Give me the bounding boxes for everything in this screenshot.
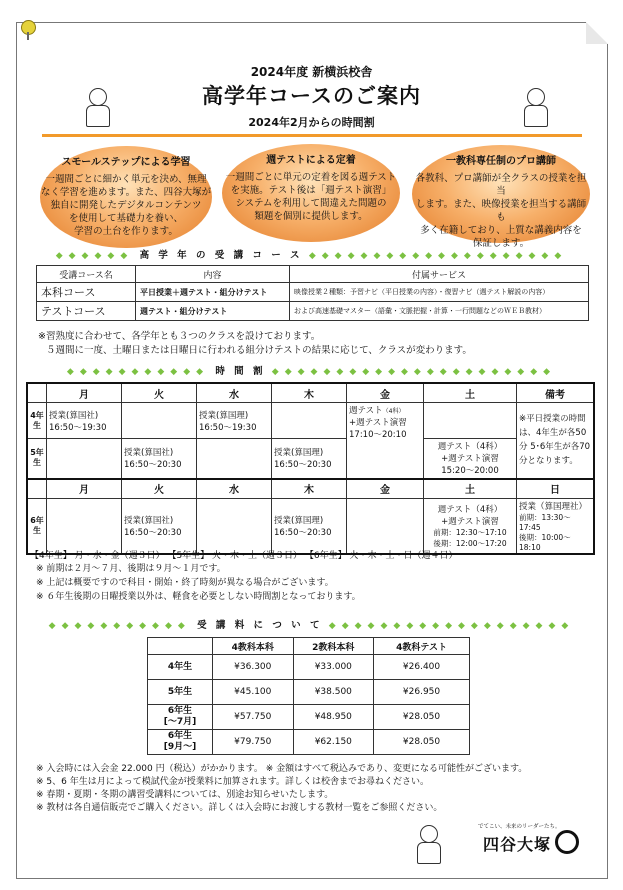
table-row: 6年生 [9月～] ¥79.750 ¥62.150 ¥28.050 [148,730,470,755]
page-title: 高学年コースのご案内 [202,84,421,108]
bubble-line: 独自に開発したデジタルコンテンツ [50,200,202,211]
bubble-line: 保証します。 [472,238,530,249]
schedule-note: 【4年生】 月・水・金（週３日） 【5年生】 火・木・土（週３日） 【6年生】 火・木・土・日（週４日） [30,551,458,561]
bubble-line: 類題を個別に提供します。 [254,211,368,222]
brand-logo-icon [555,830,579,854]
teacher-illustration-icon [82,88,112,128]
feature-bubble-pro-teachers [412,145,590,249]
courses-note: ５週間に一度、土曜日または日曜日に行われる組分けテストの結果に応じて、クラスが変わります。 [46,345,472,356]
footnote: ※ 5、6 年生は月によって模試代金が授業料に加算されます。詳しくは校舎までお尋ねください。 [36,777,429,787]
table-row-grade5: 5年生 授業(算国社) 16:50～20:30 授業(算国理) 16:50～20:30 週テスト（4科） +週テスト演習 15:20～20:00 [27,439,594,479]
bubble-title: 一教科専任制のプロ講師 [446,156,556,167]
courses-table [36,265,589,321]
bubble-line: なく学習を進めます。また、四谷大塚が [40,187,212,198]
table-row: 4年生 ¥36.300 ¥33.000 ¥26.400 [148,655,470,680]
schedule-table [26,382,595,555]
footnote: ※ 教材は各自通信販売でご購入ください。詳しくは入会時にお渡しする教材一覧をご参照ください。 [36,803,443,813]
mascot-illustration-icon [413,825,443,865]
footnote: ※ 春期・夏期・冬期の講習受講料については、別途お知らせいたします。 [36,790,334,800]
orange-divider [42,134,582,137]
table-row: 本科コース 平日授業＋週テスト・組分けテスト 映像授業２種類：予習ナビ（平日授業の内容）・復習ナビ（週テスト解説の内容） [37,283,589,302]
table-header-row: 受講コース名 内容 付属サービス [37,266,589,283]
footnotes [36,763,527,815]
table-row: テストコース 週テスト・組分けテスト および高速基礎マスター（語彙・文脈把握・計算・一行問題などのＷＥＢ教材） [37,302,589,321]
bubble-title: 週テストによる定着 [266,155,356,166]
fees-heading: ◆◆◆◆◆◆◆◆◆◆◆ 受 講 料 に つ い て ◆◆◆◆◆◆◆◆◆◆◆◆◆◆◆◆◆◆◆ [48,620,575,631]
bubble-title: スモールステップによる学習 [61,157,191,168]
schedule-note: ※ 上記は概要ですので科目・開始・終了時刻が異なる場合がございます。 [36,578,334,588]
table-row-grade4: 4年生 授業(算国社) 16:50～19:30 授業(算国理) 16:50～19:30 週テスト（4科） +週テスト演習 17:10～20:10 ※平日授業の時間は、4年生が各50分 5･6年生が各70分となります。 [27,403,594,439]
bubble-line: します。また、映像授業を担当する講師も [415,199,587,223]
bubble-line: 各教科、プロ講師が全クラスの授業を担当 [415,173,587,197]
bubble-line: 多く在籍しており、上質な講義内容を [420,225,582,236]
table-row: 6年生 [～7月] ¥57.750 ¥48.950 ¥28.050 [148,705,470,730]
year-school: 2024年度 新横浜校舎 [250,65,373,79]
bubble-line: 一週間ごとに単元の定着を図る週テスト [225,172,397,183]
table-header-row-grade6: 月 火 水 木 金 土 日 [27,479,594,499]
bubble-line: 学習の土台を作ります。 [74,226,178,237]
brand-name: 四谷大塚 [483,835,552,854]
page-curl [586,22,608,44]
bubble-line: を実施。テスト後は「週テスト演習」 [230,185,392,196]
courses-heading: ◆◆◆◆◆◆ 高 学 年 の 受 講 コ ー ス ◆◆◆◆◆◆◆◆◆◆◆◆◆◆◆◆◆◆◆◆ [55,250,568,261]
courses-note: ※習熟度に合わせて、各学年とも３つのクラスを設けております。 [38,331,321,342]
fees-table [147,637,470,755]
page-subtitle: 2024年2月からの時間割 [248,116,375,129]
feature-bubble-weekly-test [222,144,400,242]
student-illustration-icon [520,88,550,128]
table-header-row: 月 火 水 木 金 土 備考 [27,383,594,403]
bubble-line: 一週間ごとに細かく単元を決め、無理 [45,174,207,185]
schedule-note: ※ 前期は２月～７月、後期は９月～１月です。 [36,564,226,574]
table-row-grade6: 6年生 授業(算国社) 16:50～20:30 授業(算国理) 16:50～20:30 週テスト（4科） +週テスト演習 前期：12:30～17:10 後期：12:00～17:20 授業（算国理社） 前期：13:30～17:45 後期：10:00～18:10 [27,498,594,554]
table-header-row: 4教科本科 2教科本科 4教科テスト [148,638,470,655]
bubble-line: システムを利用して間違えた問題の [235,198,387,209]
table-row: 5年生 ¥45.100 ¥38.500 ¥26.950 [148,680,470,705]
feature-bubble-small-step [40,146,212,248]
brand-tagline: でてこい、未来のリーダーたち。 [478,824,561,830]
schedule-note: ※ ６年生後期の日曜授業以外は、軽食を必要としない時間割となっております。 [36,592,361,602]
schedule-heading: ◆◆◆◆◆◆◆◆◆◆◆ 時 間 割 ◆◆◆◆◆◆◆◆◆◆◆◆◆◆◆◆◆◆◆◆◆◆ [66,366,557,377]
bubble-line: を使用して基礎力を養い、 [68,213,183,224]
pushpin-icon [21,20,36,35]
footnote: ※ 入会時には入会金 22.000 円（税込）がかかります。 ※ 金額はすべて税込みであり、変更になる可能性がございます。 [36,764,528,774]
